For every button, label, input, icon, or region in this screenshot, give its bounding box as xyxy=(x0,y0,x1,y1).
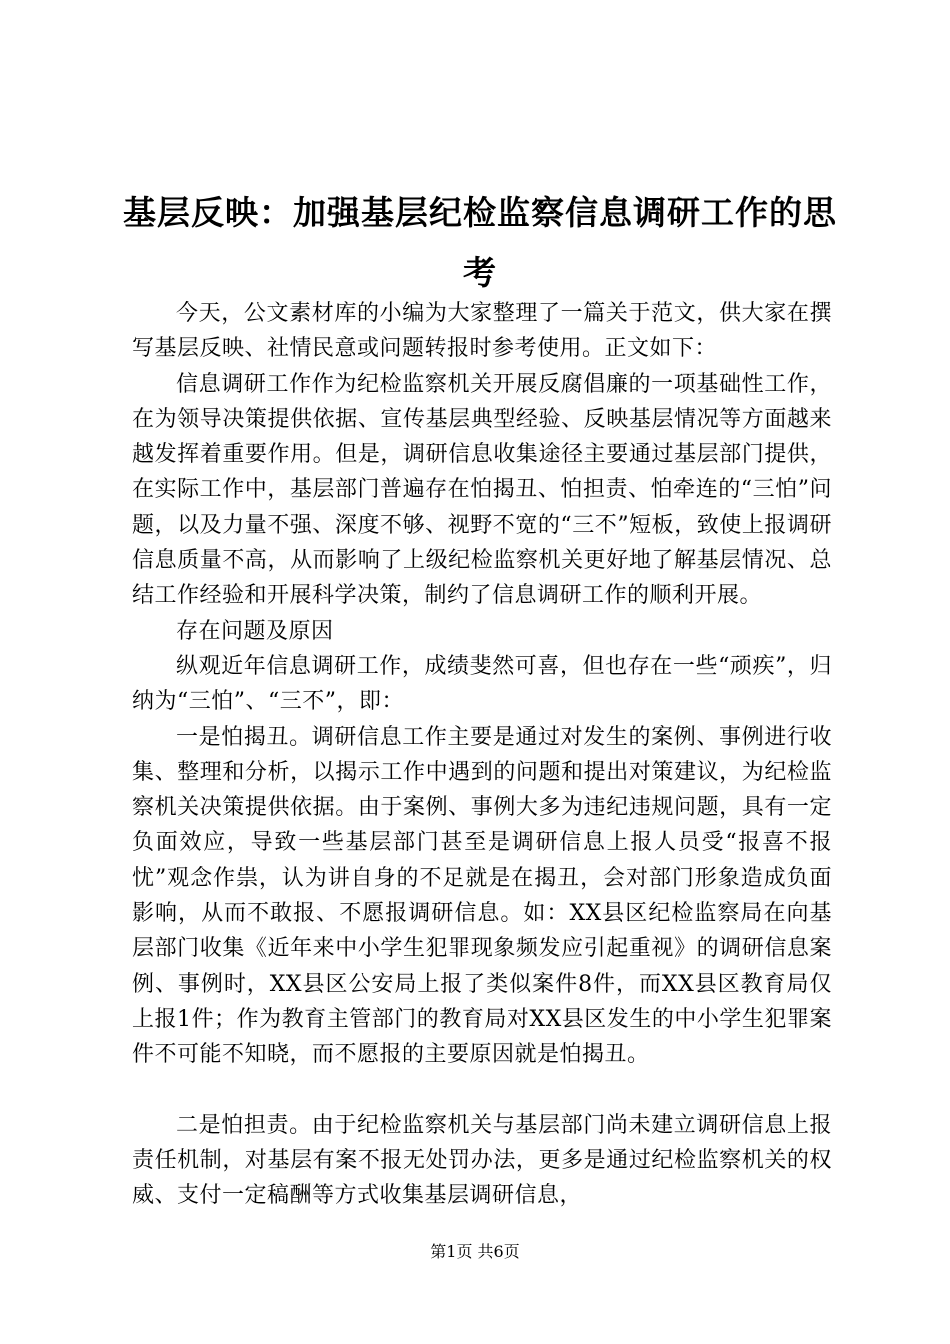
page-footer: 第1页 共6页 xyxy=(430,1242,520,1261)
body-paragraph: 信息调研工作作为纪检监察机关开展反腐倡廉的一项基础性工作，在为领导决策提供依据、宣传基层典型经验、反映基层情况等方面越来越发挥着重要作用。但是，调研信息收集途径主要通过基层部门提供，在实际工作中，基层部门普遍存在怕揭丑、怕担责、怕牵连的“三怕”问题，以及力量不强、深度不够、视野不宽的“三不”短板，致使上报调研信息质量不高，从而影响了上级纪检监察机关更好地了解基层情况、总结工作经验和开展科学决策，制约了信息调研工作的顺利开展。 xyxy=(132,371,832,609)
body-paragraph: 一是怕揭丑。调研信息工作主要是通过对发生的案例、事例进行收集、整理和分析，以揭示工作中遇到的问题和提出对策建议，为纪检监察机关决策提供依据。由于案例、事例大多为违纪违规问题，具有一定负面效应，导致一些基层部门甚至是调研信息上报人员受“报喜不报忧”观念作祟，认为讲自身的不足就是在揭丑，会对部门形象造成负面影响，从而不敢报、不愿报调研信息。如：XX县区纪检监察局在向基层部门收集《近年来中小学生犯罪现象频发应引起重视》的调研信息案例、事例时，XX县区公安局上报了类似案件8件，而XX县区教育局仅上报1件；作为教育主管部门的教育局对XX县区发生的中小学生犯罪案件不可能不知晓，而不愿报的主要原因就是怕揭丑。 xyxy=(132,724,832,1068)
section-heading: 存在问题及原因 xyxy=(176,618,334,644)
intro-paragraph: 今天，公文素材库的小编为大家整理了一篇关于范文，供大家在撰写基层反映、社情民意或问题转报时参考使用。正文如下： xyxy=(132,301,832,362)
document-title: 基层反映：加强基层纪检监察信息调研工作的思考 xyxy=(123,193,837,292)
body-paragraph: 纵观近年信息调研工作，成绩斐然可喜，但也存在一些“顽疾”，归纳为“三怕”、“三不”，即： xyxy=(132,653,832,715)
document-body xyxy=(132,296,832,1213)
body-paragraph: 二是怕担责。由于纪检监察机关与基层部门尚未建立调研信息上报责任机制，对基层有案不报无处罚办法，更多是通过纪检监察机关的权威、支付一定稿酬等方式收集基层调研信息， xyxy=(132,1112,832,1209)
